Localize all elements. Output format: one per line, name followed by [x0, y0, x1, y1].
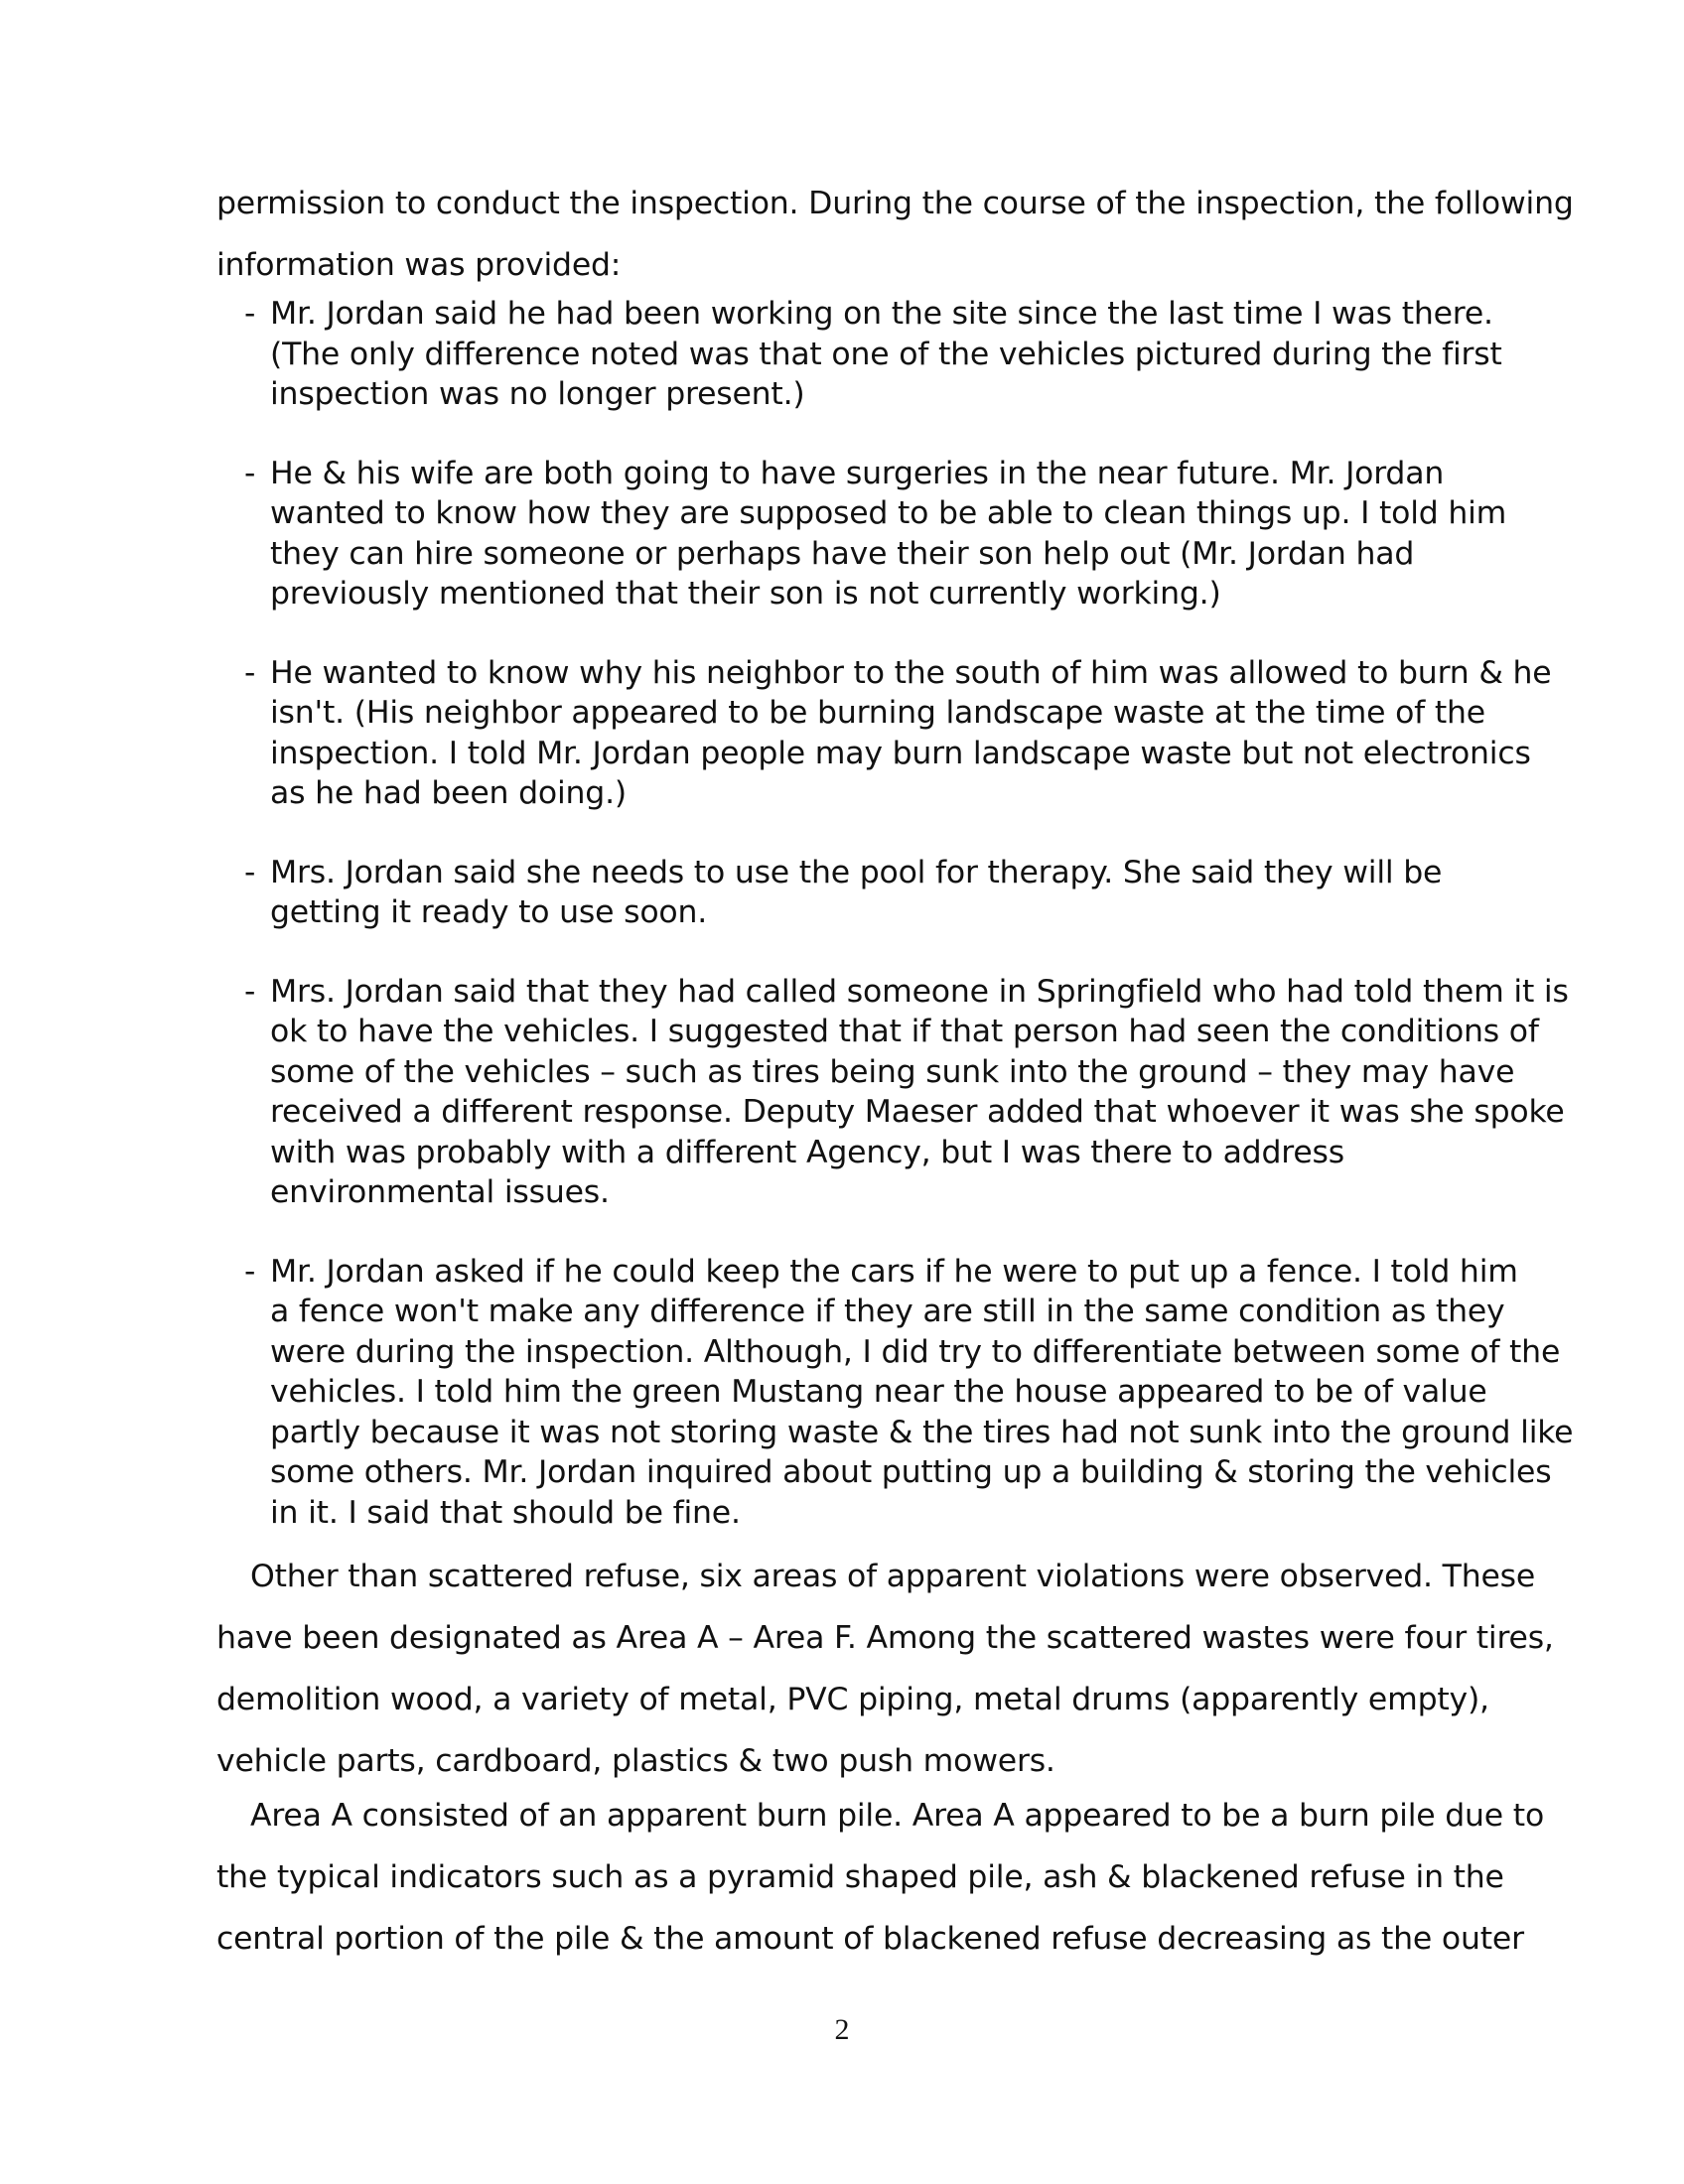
bullet-line: Mrs. Jordan said that they had called someone in Springfield who had told them it is — [270, 973, 1569, 1010]
bullet-item — [244, 294, 1505, 415]
bullet-line: inspection was no longer present.) — [270, 376, 805, 412]
bullet-line: Mr. Jordan said he had been working on the site since the last time I was there. — [270, 296, 1493, 332]
bullet-line: He wanted to know why his neighbor to the south of him was allowed to burn & he — [270, 654, 1552, 691]
intro-line: permission to conduct the inspection. During the course of the inspection, the following — [216, 186, 1574, 221]
bullet-line: Mrs. Jordan said she needs to use the pool for therapy. She said they will be — [270, 854, 1443, 890]
bullet-dash: - — [244, 1253, 256, 1290]
paragraph-line: Other than scattered refuse, six areas of apparent violations were observed. These — [250, 1559, 1536, 1594]
paragraph-line: demolition wood, a variety of metal, PVC piping, metal drums (apparently empty), — [216, 1682, 1489, 1717]
bullet-line: wanted to know how they are supposed to be able to clean things up. I told him — [270, 495, 1507, 531]
bullet-line: as he had been doing.) — [270, 775, 627, 811]
bullet-line: (The only difference noted was that one of the vehicles pictured during the first — [270, 336, 1502, 372]
area-a-paragraph — [216, 1785, 1545, 1970]
bullet-dash: - — [244, 973, 256, 1010]
bullet-line: ok to have the vehicles. I suggested that if that person had seen the conditions of — [270, 1014, 1539, 1049]
intro-paragraph — [216, 173, 1574, 296]
bullet-dash: - — [244, 854, 256, 890]
intro-line: information was provided: — [216, 247, 622, 283]
bullet-line: isn't. (His neighbor appeared to be burning landscape waste at the time of the — [270, 695, 1485, 731]
bullet-line: some others. Mr. Jordan inquired about putting up a building & storing the vehicles — [270, 1454, 1552, 1490]
paragraph-line: vehicle parts, cardboard, plastics & two push mowers. — [216, 1743, 1055, 1779]
bullet-line: Mr. Jordan asked if he could keep the cars if he were to put up a fence. I told him — [270, 1253, 1518, 1290]
bullet-item — [244, 1252, 1574, 1534]
bullet-item — [244, 653, 1552, 814]
bullet-item — [244, 972, 1569, 1213]
bullet-line: getting it ready to use soon. — [270, 894, 708, 930]
bullet-line: some of the vehicles – such as tires being sunk into the ground – they may have — [270, 1053, 1515, 1090]
bullet-line: in it. I said that should be fine. — [270, 1494, 741, 1531]
bullet-line: were during the inspection. Although, I did try to differentiate between some of the — [270, 1333, 1561, 1370]
paragraph-line: central portion of the pile & the amount of blackened refuse decreasing as the outer — [216, 1921, 1524, 1957]
bullet-line: environmental issues. — [270, 1174, 610, 1210]
paragraph-line: Area A consisted of an apparent burn pile. Area A appeared to be a burn pile due to — [250, 1798, 1545, 1834]
bullet-line: partly because it was not storing waste & the tires had not sunk into the ground like — [270, 1414, 1574, 1450]
bullet-line: a fence won't make any difference if they are still in the same condition as they — [270, 1294, 1505, 1329]
bullet-item — [244, 454, 1505, 614]
paragraph-line: have been designated as Area A – Area F. Among the scattered wastes were four tires, — [216, 1620, 1554, 1656]
bullet-line: they can hire someone or perhaps have their son help out (Mr. Jordan had — [270, 535, 1415, 572]
page-number: 2 — [834, 2013, 850, 2046]
bullet-dash: - — [244, 654, 256, 691]
bullet-line: previously mentioned that their son is not currently working.) — [270, 576, 1221, 612]
violations-paragraph — [216, 1546, 1554, 1792]
paragraph-line: the typical indicators such as a pyramid shaped pile, ash & blackened refuse in the — [216, 1859, 1504, 1895]
bullet-line: inspection. I told Mr. Jordan people may burn landscape waste but not electronics — [270, 735, 1531, 771]
bullet-line: vehicles. I told him the green Mustang near the house appeared to be of value — [270, 1374, 1487, 1410]
bullet-line: with was probably with a different Agency, but I was there to address — [270, 1134, 1344, 1170]
bullet-line: He & his wife are both going to have surgeries in the near future. Mr. Jordan — [270, 455, 1445, 491]
bullet-dash: - — [244, 455, 256, 491]
bullet-item — [244, 853, 1505, 933]
bullet-line: received a different response. Deputy Maeser added that whoever it was she spoke — [270, 1094, 1565, 1130]
bullet-dash: - — [244, 296, 256, 332]
information-bullet-list — [244, 294, 1574, 1571]
